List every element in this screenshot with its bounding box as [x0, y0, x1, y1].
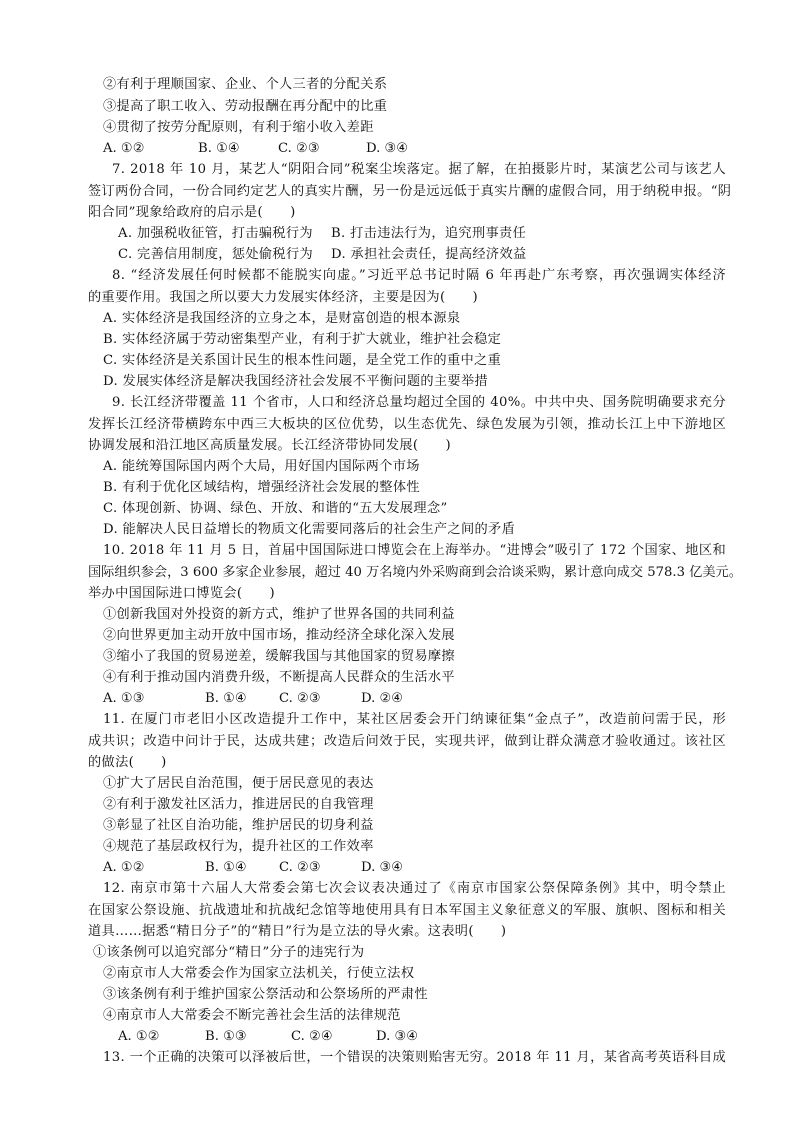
q12-statement-1: ①该条例可以追究部分“精日”分子的违宪行为 — [93, 945, 365, 960]
q11-stem-line-2: 成共识；改造中问计于民，达成共建；改造后问效于民，实现共评，做到让群众满意才验收通过。该社区 — [88, 734, 726, 749]
q9-stem-line-1: 9. 长江经济带覆盖 11 个省市，人口和经济总量均超过全国的 40%。中共中央、国务院明确要求充分 — [112, 395, 726, 410]
q7-option-a[interactable]: A. 加强税收征管，打击骗税行为 — [118, 226, 313, 241]
q12-stem-line-2: 在国家公祭设施、抗战遗址和抗战纪念馆等地使用具有日本军国主义象征意义的军服、旗帜、图标和相关 — [88, 903, 726, 918]
q10-option-c[interactable]: C. ②③ — [279, 691, 321, 706]
q9-option-d[interactable]: D. 能解决人民日益增长的物质文化需要同落后的社会生产之间的矛盾 — [103, 522, 516, 537]
q11-stem-line-1: 11. 在厦门市老旧小区改造提升工作中，某社区居委会开门纳谏征集“金点子”，改造前问需于民，形 — [103, 712, 726, 727]
q11-statement-2: ②有利于激发社区活力，推进居民的自我管理 — [103, 797, 374, 812]
q8-option-a[interactable]: A. 实体经济是我国经济的立身之本，是财富创造的根本源泉 — [103, 311, 461, 326]
q8-stem-line-1: 8. “经济发展任何时候都不能脱实向虚。”习近平总书记时隔 6 年再赴广东考察，再次强调实体经济 — [112, 268, 726, 283]
q10-statement-1: ①创新我国对外投资的新方式，维护了世界各国的共同利益 — [103, 607, 455, 622]
q11-statement-3: ③彰显了社区自治功能，维护居民的切身利益 — [103, 818, 374, 833]
q9-option-c[interactable]: C. 体现创新、协调、绿色、开放、和谐的“五大发展理念” — [103, 501, 448, 516]
q13-stem-line-1: 13. 一个正确的决策可以泽被后世，一个错误的决策则贻害无穷。2018 年 11 月，某省高考英语科目成 — [103, 1050, 726, 1065]
q6-option-c[interactable]: C. ②③ — [278, 141, 320, 156]
q10-options — [103, 688, 523, 709]
q12-option-a[interactable]: A. ①② — [118, 1029, 160, 1044]
q8-stem-line-2: 的重要作用。我国之所以要大力发展实体经济，主要是因为( ) — [88, 290, 479, 305]
q6-statement-2: ②有利于理顺国家、企业、个人三者的分配关系 — [103, 77, 388, 92]
q11-statement-4: ④规范了基层政权行为，提升社区的工作效率 — [103, 839, 374, 854]
q11-statement-1: ①扩大了居民自治范围，便于居民意见的表达 — [103, 776, 374, 791]
q12-option-c[interactable]: C. ②④ — [291, 1029, 333, 1044]
q12-stem-line-3: 道具……据悉“精日分子”的“精日”行为是立法的导火索。这表明( ) — [88, 924, 507, 939]
q6-option-a[interactable]: A. ①② — [103, 141, 145, 156]
q12-statement-3: ③该条例有利于维护国家公祭活动和公祭场所的严肃性 — [103, 987, 428, 1002]
q6-option-d[interactable]: D. ③④ — [366, 141, 409, 156]
q6-statement-3: ③提高了职工收入、劳动报酬在再分配中的比重 — [103, 99, 388, 114]
q7-stem-line-1: 7. 2018 年 10 月，某艺人“阴阳合同”税案尘埃落定。据了解，在拍摄影片时，某演艺公司与该艺人 — [112, 162, 726, 177]
q7-option-c[interactable]: C. 完善信用制度，惩处偷税行为 — [118, 247, 314, 262]
q12-option-d[interactable]: D. ③④ — [376, 1029, 419, 1044]
q7-option-b[interactable]: B. 打击违法行为，追究刑事责任 — [331, 226, 527, 241]
q7-stem-line-2: 签订两份合同，一份合同约定艺人的真实片酬，另一份是远远低于真实片酬的虚假合同，用于纳税申报。“阴 — [88, 184, 732, 199]
q10-stem-line-2: 国际组织参会，3 600 多家企业参展，超过 40 万名境内外采购商到会洽谈采购，累计意向成交 578.3 亿美元。 — [88, 565, 742, 580]
q9-stem-line-3: 协调发展和沿江地区高质量发展。长江经济带协同发展( ) — [88, 438, 451, 453]
q12-option-b[interactable]: B. ①③ — [205, 1029, 247, 1044]
q7-option-d[interactable]: D. 承担社会责任，提高经济效益 — [331, 247, 527, 262]
q12-statement-2: ②南京市人大常委会作为国家立法机关，行使立法权 — [103, 966, 415, 981]
q9-option-a[interactable]: A. 能统筹国际国内两个大局，用好国内国际两个市场 — [103, 459, 420, 474]
q12-stem-line-1: 12. 南京市第十六届人大常委会第七次会议表决通过了《南京市国家公祭保障条例》其中，明令禁止 — [103, 881, 726, 896]
q8-option-c[interactable]: C. 实体经济是关系国计民生的根本性问题，是全党工作的重中之重 — [103, 353, 502, 368]
q11-option-a[interactable]: A. ①② — [103, 860, 145, 875]
q11-option-c[interactable]: C. ②③ — [279, 860, 321, 875]
q12-options — [118, 1026, 538, 1047]
q11-stem-line-3: 的做法( ) — [88, 755, 167, 770]
q6-option-b[interactable]: B. ①④ — [198, 141, 240, 156]
q6-statement-4: ④贯彻了按劳分配原则，有利于缩小收入差距 — [103, 120, 374, 135]
q10-stem-line-1: 10. 2018 年 11 月 5 日，首届中国国际进口博览会在上海举办。“进博会”吸引了 172 个国家、地区和 — [103, 543, 726, 558]
q9-stem-line-2: 发挥长江经济带横跨东中西三大板块的区位优势，以生态优先、绿色发展为引领，推动长江上中下游地区 — [88, 417, 726, 432]
q11-options — [103, 857, 523, 878]
q10-statement-4: ④有利于推动国内消费升级，不断提高人民群众的生活水平 — [103, 670, 455, 685]
q12-statement-4: ④南京市人大常委会不断完善社会生活的法律规范 — [103, 1008, 401, 1023]
q11-option-b[interactable]: B. ①④ — [205, 860, 247, 875]
q10-statement-2: ②向世界更加主动开放中国市场，推动经济全球化深入发展 — [103, 628, 455, 643]
q7-stem-line-3: 阳合同”现象给政府的启示是( ) — [88, 205, 296, 220]
q10-option-a[interactable]: A. ①③ — [103, 691, 145, 706]
q10-stem-line-3: 举办中国国际进口博览会( ) — [88, 586, 275, 601]
q10-statement-3: ③缩小了我国的贸易逆差，缓解我国与其他国家的贸易摩擦 — [103, 649, 455, 664]
q8-option-d[interactable]: D. 发展实体经济是解决我国经济社会发展不平衡问题的主要举措 — [103, 374, 489, 389]
q9-option-b[interactable]: B. 有利于优化区域结构，增强经济社会发展的整体性 — [103, 480, 420, 495]
q11-option-d[interactable]: D. ③④ — [361, 860, 404, 875]
q10-option-b[interactable]: B. ①④ — [205, 691, 247, 706]
q10-option-d[interactable]: D. ②④ — [361, 691, 404, 706]
q8-option-b[interactable]: B. 实体经济属于劳动密集型产业，有利于扩大就业，维护社会稳定 — [103, 332, 502, 347]
q6-options — [103, 138, 523, 159]
